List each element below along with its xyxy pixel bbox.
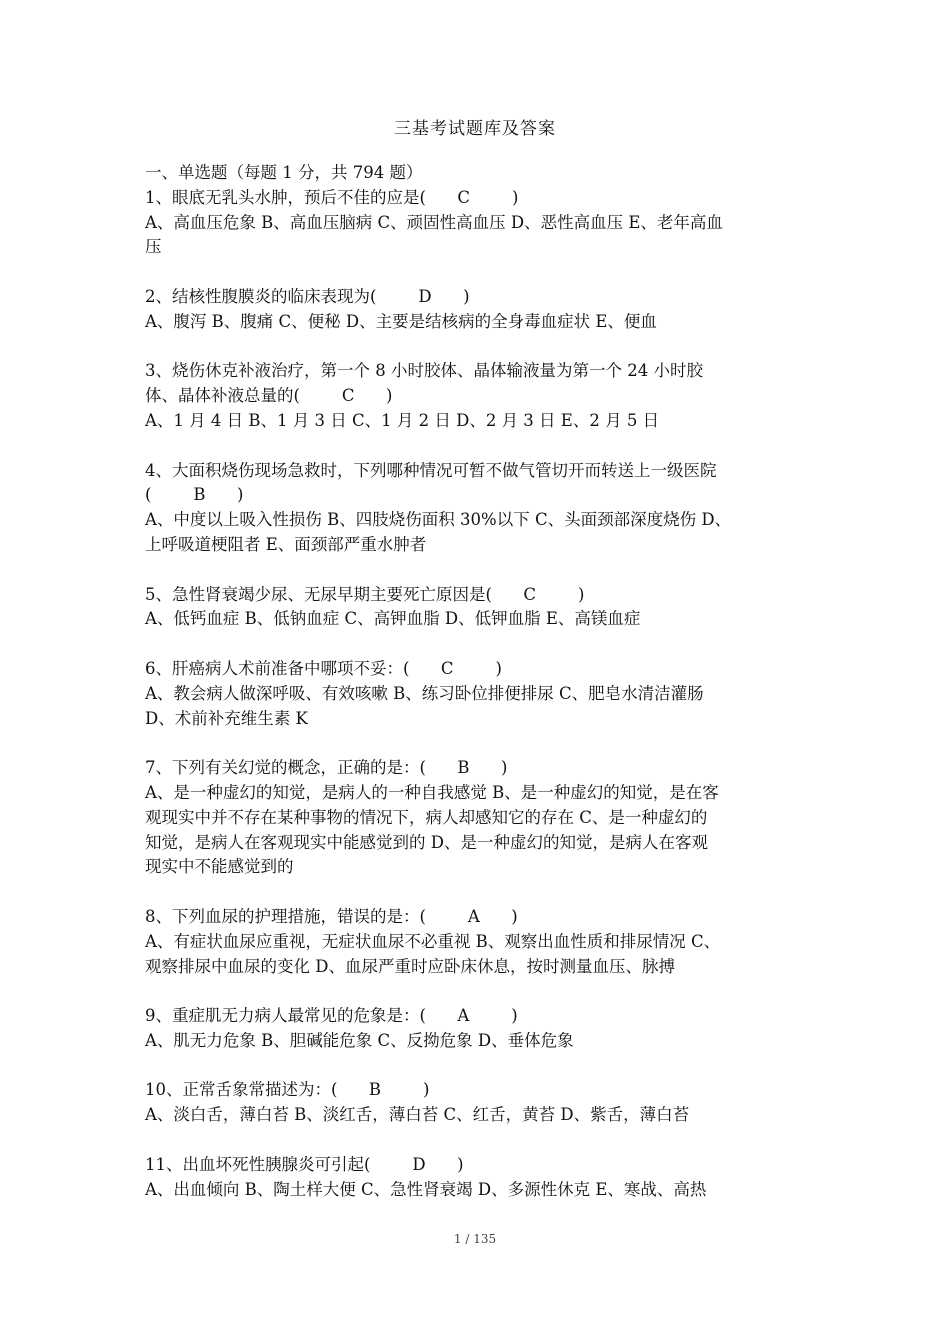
options-line: A、教会病人做深呼吸、有效咳嗽 B、练习卧位排便排尿 C、肥皂水清洁灌肠 xyxy=(145,683,704,703)
question-line: 6、肝癌病人术前准备中哪项不妥：( C ) xyxy=(145,658,502,678)
question-line: 10、正常舌象常描述为：( B ) xyxy=(145,1080,430,1100)
question-8 xyxy=(145,905,815,979)
question-6 xyxy=(145,657,815,731)
question-line: 4、大面积烧伤现场急救时，下列哪种情况可暂不做气管切开而转送上一级医院 xyxy=(145,460,717,480)
options-line: A、低钙血症 B、低钠血症 C、高钾血脂 D、低钾血脂 E、高镁血症 xyxy=(145,609,641,629)
options-line: A、有症状血尿应重视，无症状血尿不必重视 B、观察出血性质和排尿情况 C、 xyxy=(145,931,721,951)
options-line: A、高血压危象 B、高血压脑病 C、顽固性高血压 D、恶性高血压 E、老年高血 xyxy=(145,212,723,232)
question-4 xyxy=(145,459,815,558)
question-5 xyxy=(145,583,815,633)
page-number: 1 / 135 xyxy=(453,1232,497,1246)
question-line: 3、烧伤休克补液治疗，第一个 8 小时胶体、晶体输液量为第一个 24 小时胶 xyxy=(145,361,703,381)
options-line: A、淡白舌，薄白苔 B、淡红舌，薄白苔 C、红舌，黄苔 D、紫舌，薄白苔 xyxy=(145,1105,690,1125)
options-line: D、术前补充维生素 K xyxy=(145,708,308,728)
question-line: 体、晶体补液总量的( C ) xyxy=(145,386,393,406)
options-line: A、是一种虚幻的知觉，是病人的一种自我感觉 B、是一种虚幻的知觉，是在客 xyxy=(145,782,719,802)
options-line: 压 xyxy=(145,237,162,257)
options-line: 观现实中并不存在某种事物的情况下，病人却感知它的存在 C、是一种虚幻的 xyxy=(145,807,708,827)
options-line: A、肌无力危象 B、胆碱能危象 C、反拗危象 D、垂体危象 xyxy=(145,1030,574,1050)
options-line: 现实中不能感觉到的 xyxy=(145,857,294,877)
section-heading: 一、单选题（每题 1 分，共 794 题） xyxy=(145,163,423,182)
document-title: 三基考试题库及答案 xyxy=(394,119,556,139)
question-line: ( B ) xyxy=(145,485,244,505)
question-line: 9、重症肌无力病人最常见的危象是：( A ) xyxy=(145,1006,518,1026)
question-10 xyxy=(145,1078,815,1128)
question-7 xyxy=(145,756,815,880)
question-list xyxy=(145,161,815,1227)
options-line: 上呼吸道梗阻者 E、面颈部严重水肿者 xyxy=(145,534,427,554)
question-9 xyxy=(145,1004,815,1054)
question-11 xyxy=(145,1153,815,1203)
options-line: 知觉，是病人在客观现实中能感觉到的 D、是一种虚幻的知觉，是病人在客观 xyxy=(145,832,708,852)
question-line: 1、眼底无乳头水肿，预后不佳的应是( C ) xyxy=(145,187,519,207)
options-line: A、1 月 4 日 B、1 月 3 日 C、1 月 2 日 D、2 月 3 日 E、2 月 5 日 xyxy=(145,410,660,430)
question-line: 11、出血坏死性胰腺炎可引起( D ) xyxy=(145,1154,464,1174)
question-1 xyxy=(145,186,815,260)
options-line: A、中度以上吸入性损伤 B、四肢烧伤面积 30%以下 C、头面颈部深度烧伤 D、 xyxy=(145,510,732,530)
question-line: 7、下列有关幻觉的概念，正确的是：( B ) xyxy=(145,758,508,778)
options-line: A、出血倾向 B、陶土样大便 C、急性肾衰竭 D、多源性休克 E、寒战、高热 xyxy=(145,1179,707,1199)
question-2 xyxy=(145,285,815,335)
options-line: A、腹泻 B、腹痛 C、便秘 D、主要是结核病的全身毒血症状 E、便血 xyxy=(145,311,657,331)
question-3 xyxy=(145,359,815,433)
question-line: 2、结核性腹膜炎的临床表现为( D ) xyxy=(145,286,470,306)
options-line: 观察排尿中血尿的变化 D、血尿严重时应卧床休息，按时测量血压、脉搏 xyxy=(145,956,675,976)
question-line: 8、下列血尿的护理措施，错误的是：( A ) xyxy=(145,906,518,926)
question-line: 5、急性肾衰竭少尿、无尿早期主要死亡原因是( C ) xyxy=(145,584,585,604)
